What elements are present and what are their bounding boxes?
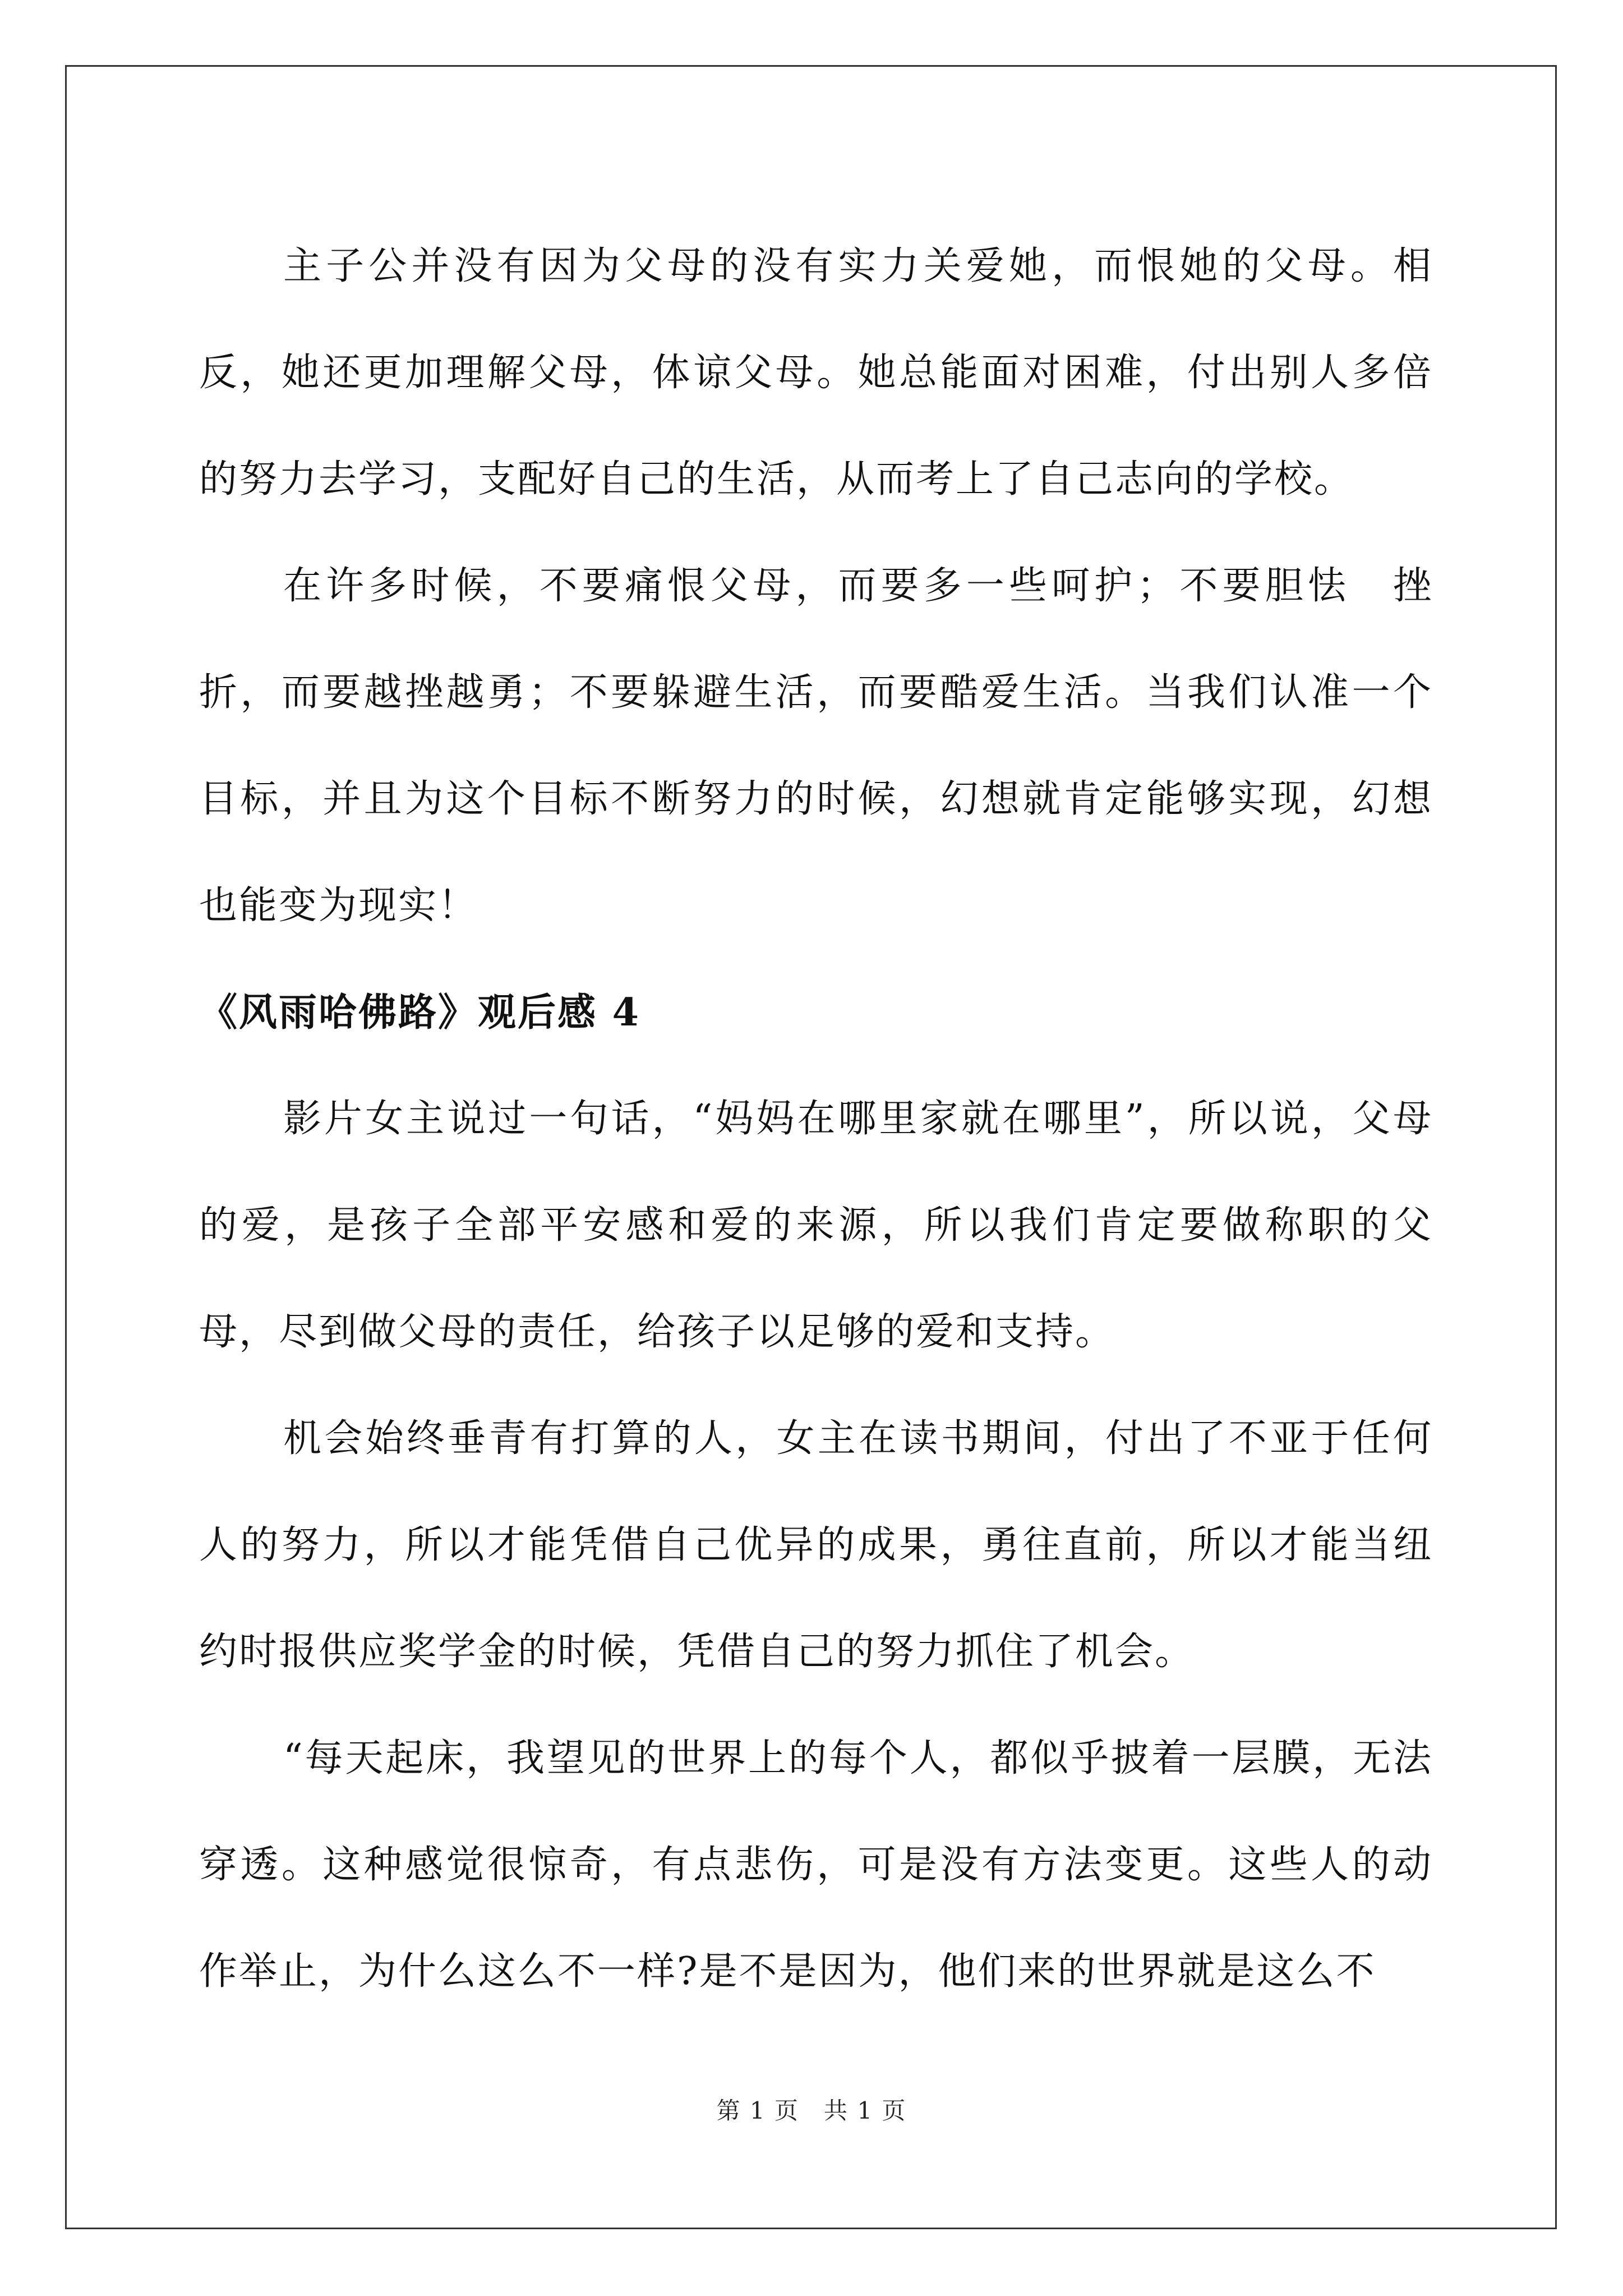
paragraph-5: “每天起床，我望见的世界上的每个人，都似乎披着一层膜，无法穿透。这种感觉很惊奇，有点悲伤，可是没有方法变更。这些人的动作举止，为什么这么不一样?是不是因为，他们来的世界就是这么不 bbox=[199, 1736, 1433, 1994]
document-body bbox=[199, 213, 1433, 2025]
paragraph-2: 在许多时候，不要痛恨父母，而要多一些呵护；不要胆怯 挫折，而要越挫越勇；不要躲避生活，而要酷爱生活。当我们认准一个目标，并且为这个目标不断努力的时候，幻想就肯定能够实现，幻想也能变为现实！ bbox=[199, 564, 1433, 928]
page-footer: 第 1 页 共 1 页 bbox=[716, 2097, 907, 2124]
paragraph-1: 主子公并没有因为父母的没有实力关爱她，而恨她的父母。相反，她还更加理解父母，体谅父母。她总能面对困难，付出别人多倍的努力去学习，支配好自己的生活，从而考上了自己志向的学校。 bbox=[199, 244, 1433, 501]
paragraph-4: 机会始终垂青有打算的人，女主在读书期间，付出了不亚于任何人的努力，所以才能凭借自己优异的成果，勇往直前，所以才能当纽约时报供应奖学金的时候，凭借自己的努力抓住了机会。 bbox=[199, 1416, 1433, 1674]
section-heading: 《风雨哈佛路》观后感 4 bbox=[199, 990, 640, 1035]
paragraph-3: 影片女主说过一句话，“妈妈在哪里家就在哪里”，所以说，父母的爱，是孩子全部平安感和爱的来源，所以我们肯定要做称职的父母，尽到做父母的责任，给孩子以足够的爱和支持。 bbox=[199, 1097, 1433, 1354]
